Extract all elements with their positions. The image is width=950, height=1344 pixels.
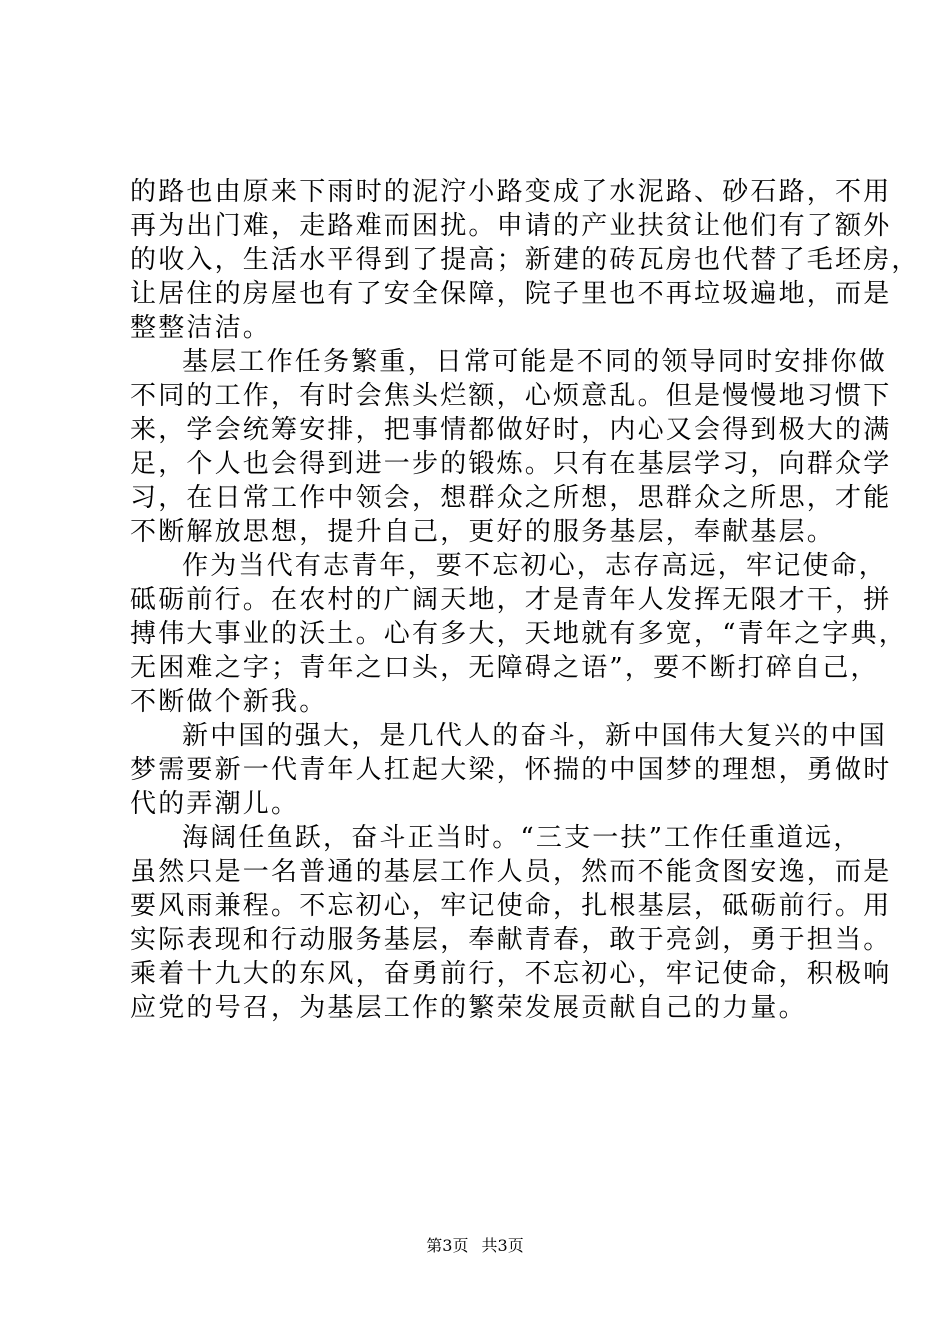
paragraph-first-line: 基层工作任务繁重，日常可能是不同的领导同时安排你做 — [182, 347, 888, 377]
page-number: 第3页 — [426, 1236, 469, 1255]
text-line: 的路也由原来下雨时的泥泞小路变成了水泥路、砂石路，不用 — [130, 177, 892, 207]
text-line: 无困难之字；青年之口头，无障碍之语”，要不断打碎自己， — [130, 653, 879, 683]
text-line: 整整洁洁。 — [130, 313, 272, 343]
text-line: 实际表现和行动服务基层，奉献青春，敢于亮剑，勇于担当。 — [130, 925, 892, 955]
paragraph-first-line: 新中国的强大，是几代人的奋斗，新中国伟大复兴的中国 — [182, 721, 888, 751]
text-line: 砥砺前行。在农村的广阔天地，才是青年人发挥无限才干，拼 — [130, 585, 892, 615]
text-line: 习，在日常工作中领会，想群众之所想，思群众之所思，才能 — [130, 483, 892, 513]
text-line: 不同的工作，有时会焦头烂额，心烦意乱。但是慢慢地习惯下 — [130, 381, 892, 411]
text-line: 搏伟大事业的沃土。心有多大，天地就有多宽，“青年之字典， — [130, 619, 907, 649]
text-line: 不断做个新我。 — [130, 687, 328, 717]
text-line: 不断解放思想，提升自己，更好的服务基层，奉献基层。 — [130, 517, 836, 547]
text-line: 乘着十九大的东风，奋勇前行，不忘初心，牢记使命，积极响 — [130, 959, 892, 989]
text-line: 足，个人也会得到进一步的锻炼。只有在基层学习，向群众学 — [130, 449, 892, 479]
document-body — [130, 175, 920, 1025]
page-total: 共3页 — [481, 1236, 524, 1255]
text-line: 来，学会统筹安排，把事情都做好时，内心又会得到极大的满 — [130, 415, 892, 445]
text-line: 虽然只是一名普通的基层工作人员，然而不能贪图安逸，而是 — [130, 857, 892, 887]
paragraph-first-line: 海阔任鱼跃，奋斗正当时。“三支一扶”工作任重道远， — [182, 823, 862, 853]
text-line: 要风雨兼程。不忘初心，牢记使命，扎根基层，砥砺前行。用 — [130, 891, 892, 921]
text-line: 的收入，生活水平得到了提高；新建的砖瓦房也代替了毛坯房， — [130, 245, 920, 275]
text-line: 应党的号召，为基层工作的繁荣发展贡献自己的力量。 — [130, 993, 807, 1023]
text-line: 代的弄潮儿。 — [130, 789, 300, 819]
paragraph-first-line: 作为当代有志青年，要不忘初心，志存高远，牢记使命， — [182, 551, 888, 581]
text-line: 再为出门难，走路难而困扰。申请的产业扶贫让他们有了额外 — [130, 211, 892, 241]
text-line: 让居住的房屋也有了安全保障，院子里也不再垃圾遍地，而是 — [130, 279, 892, 309]
page-footer — [0, 1236, 950, 1256]
text-line: 梦需要新一代青年人扛起大梁，怀揣的中国梦的理想，勇做时 — [130, 755, 892, 785]
